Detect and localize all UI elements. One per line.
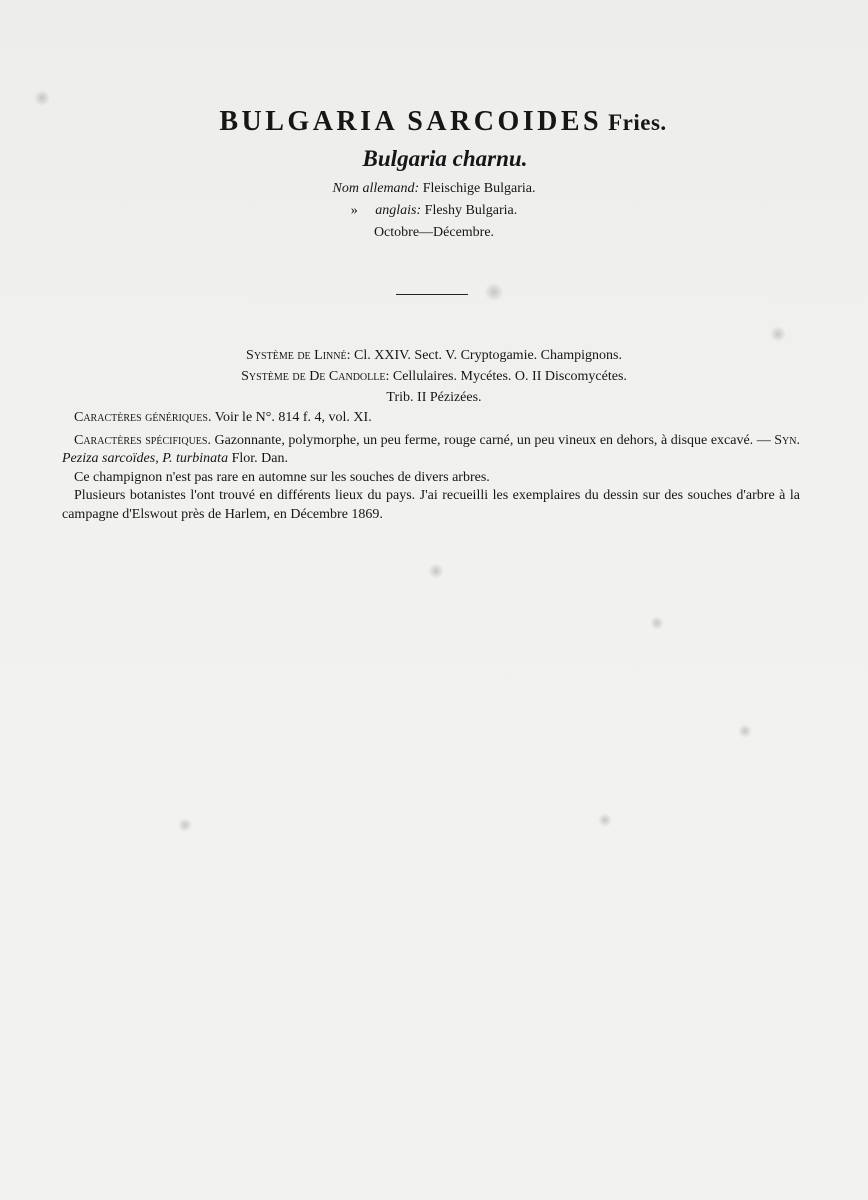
english-name: Fleshy Bulgaria. [424, 203, 518, 218]
candolle-text: Cellulaires. Mycétes. O. II Discomycétes. [392, 369, 627, 384]
tribe-line: Trib. II Pézizées. [386, 390, 482, 405]
ditto-mark: » [350, 203, 358, 218]
candolle-label: Système de De Candolle: [241, 369, 390, 384]
english-name-row [0, 200, 868, 222]
synonym-label: Syn. [774, 432, 800, 448]
species-author: Fries. [608, 110, 667, 135]
description-body [62, 409, 800, 524]
synonym-separator: , [155, 451, 159, 466]
german-label: Nom allemand: [332, 181, 420, 196]
species-name: BULGARIA SARCOIDES [219, 106, 603, 137]
german-name: Fleischige Bulgaria. [422, 181, 536, 196]
candolle-system-line [0, 366, 868, 387]
paper-speck [484, 283, 504, 301]
paper-speck [650, 616, 664, 630]
linne-system-line [0, 345, 868, 366]
specific-text: Gazonnante, polymorphe, un peu ferme, rouge carné, un peu vineux en dehors, à disque excavé. — [214, 432, 771, 448]
paper-speck [770, 326, 786, 342]
common-names [0, 178, 868, 244]
french-name: Bulgaria charnu. [362, 146, 528, 171]
specific-characters [62, 432, 800, 469]
paper-speck [178, 818, 192, 832]
german-name-row [0, 178, 868, 200]
synonym-name-1: Peziza sarcoïdes [62, 451, 156, 466]
section-divider [396, 294, 468, 295]
generic-label: Caractères génériques. [74, 410, 212, 425]
classification-block [0, 345, 868, 408]
species-title [0, 103, 868, 142]
generic-characters [62, 409, 800, 428]
locality-paragraph: Plusieurs botanistes l'ont trouvé en différents lieux du pays. J'ai recueilli les exemplaires du dessin sur des souches d'arbre à la campagne d'Elswout près de Harlem, en Décembre 1869. [62, 488, 800, 522]
linne-label: Système de Linné: [246, 348, 351, 363]
season: Octobre—Décembre. [373, 225, 495, 240]
paper-speck [428, 563, 444, 579]
paper-speck [738, 724, 752, 738]
synonym-source: Flor. Dan. [231, 451, 288, 466]
paper-speck [598, 813, 612, 827]
specific-label: Caractères spécifiques. [74, 432, 211, 448]
english-label: anglais: [375, 203, 422, 218]
synonym-name-2: P. turbinata [162, 451, 229, 466]
title-block [0, 103, 868, 244]
generic-text: Voir le N°. 814 f. 4, vol. XI. [214, 410, 372, 425]
habitat-paragraph: Ce champignon n'est pas rare en automne sur les souches de divers arbres. [74, 469, 490, 485]
linne-text: Cl. XXIV. Sect. V. Cryptogamie. Champignons. [354, 348, 622, 363]
